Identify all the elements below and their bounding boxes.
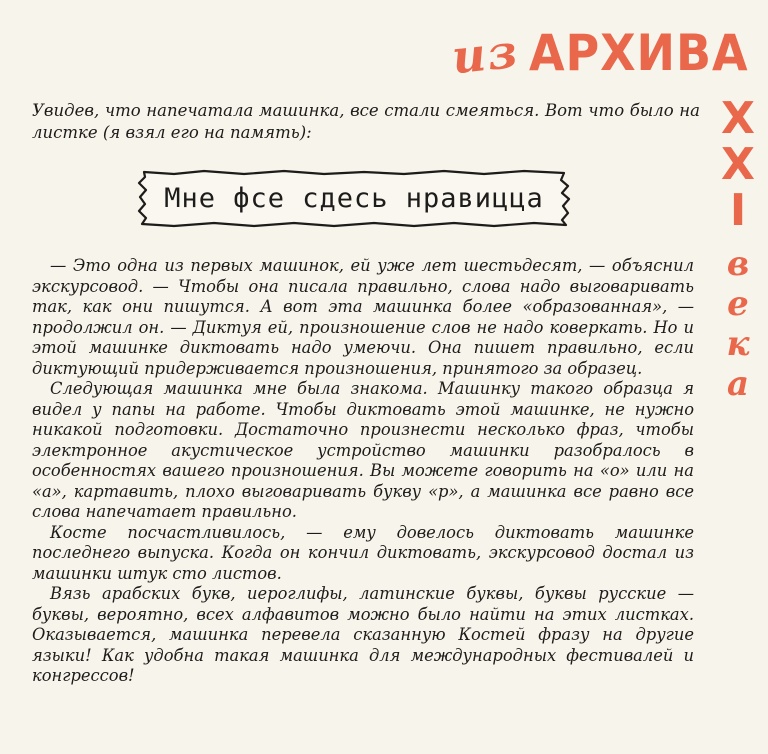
typed-phrase: Мне фсе сдесь нравицца: [164, 182, 544, 214]
century-roman-1: X: [721, 93, 755, 144]
article-body: [32, 256, 694, 687]
paragraph: Вязь арабских букв, иероглифы, латинские буквы, буквы русские — буквы, вероятно, всех алфавитов можно было найти на этих листках. Оказывается, машинка перевела сказанную Костей фразу на другие языки! Как удобна такая машинка для международных фестивалей и конгрессов!: [32, 584, 694, 685]
century-roman-3: I: [729, 185, 747, 236]
century-roman-2: X: [721, 139, 755, 190]
section-heading: [449, 23, 767, 85]
heading-prefix: из: [449, 23, 522, 85]
century-letter-2: е: [727, 284, 749, 324]
paragraph: Косте посчастливилось, — ему довелось диктовать машинке последнего выпуска. Когда он кончил диктовать, экскурсовод достал из машинки штук сто листов.: [32, 522, 694, 583]
century-letter-4: а: [726, 364, 750, 404]
intro-text: Увидев, что напечатала машинка, все стали смеяться. Вот что было на листке (я взял его на память):: [32, 101, 700, 142]
paragraph: — Это одна из первых машинок, ей уже лет шестьдесят, — объяснил экскурсовод. — Чтобы она писала правильно, слова надо выговаривать так, как они пишутся. А вот эта машинка более «образованная», — продолжил он. — Диктуя ей, произношение слов не надо коверкать. Но и этой машинке диктовать надо умеючи. Она пишет правильно, если диктующий придерживается произношения, принятого за образец.: [32, 256, 694, 378]
heading-title: АРХИВА: [528, 24, 749, 82]
paragraph: Следующая машинка мне была знакома. Машинку такого образца я видел у папы на работе. Чтобы диктовать этой машинке, не нужно никакой подготовки. Достаточно произнести несколько фраз, чтобы электронное акустическое устройство машинки разобралось в особенностях вашего произношения. Вы можете говорить на «о» или на «а», картавить, плохо выговаривать букву «р», а машинка все равно все слова напечатает правильно.: [32, 379, 694, 521]
century-letter-3: к: [726, 324, 750, 364]
century-label: [712, 93, 764, 404]
typed-sheet-frame: [134, 166, 574, 230]
century-word: [712, 244, 764, 404]
century-letter-1: в: [726, 244, 750, 284]
